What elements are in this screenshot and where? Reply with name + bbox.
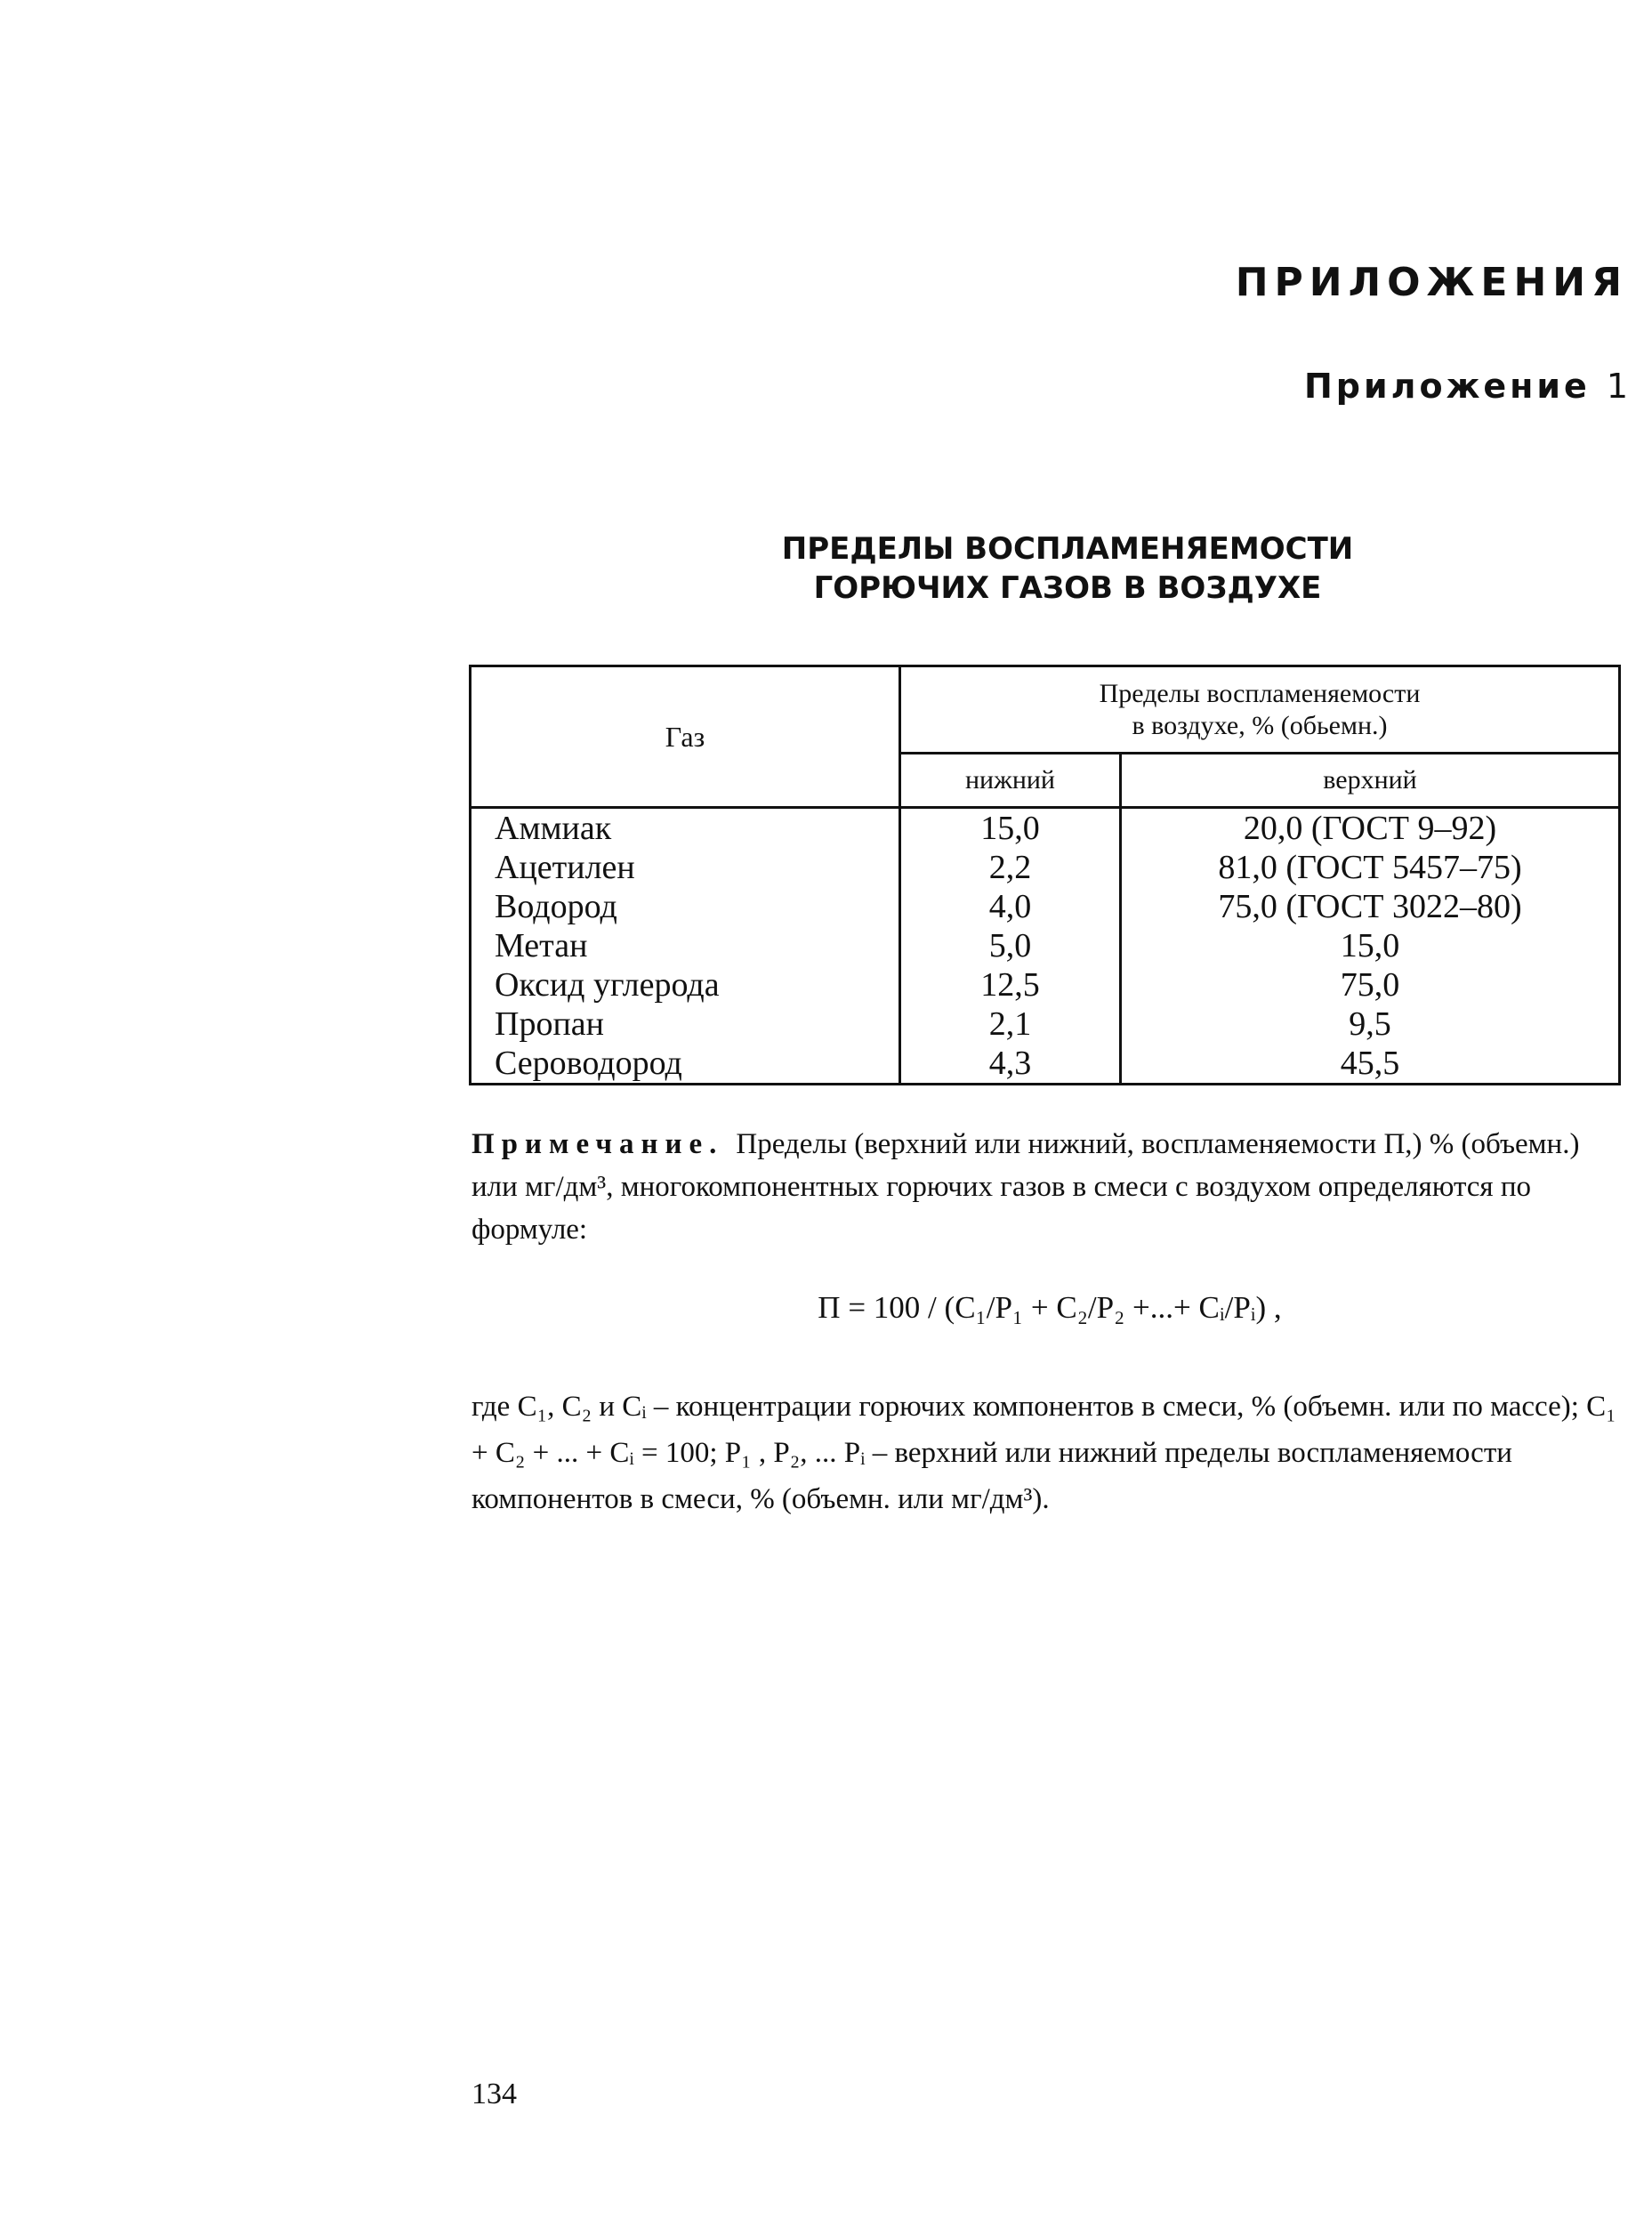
upper-limit: 9,5	[1121, 1005, 1620, 1044]
gas-name: Сероводород	[471, 1044, 900, 1085]
header-lower: нижний	[900, 754, 1121, 808]
appendix-number: 1	[1606, 367, 1628, 406]
lower-limit: 4,3	[900, 1044, 1121, 1085]
upper-limit: 75,0 (ГОСТ 3022–80)	[1121, 887, 1620, 926]
section-title: ПРИЛОЖЕНИЯ	[1235, 260, 1628, 305]
header-gas: Газ	[471, 666, 900, 808]
lower-limit: 2,1	[900, 1005, 1121, 1044]
table-title	[623, 529, 1512, 608]
header-upper: верхний	[1121, 754, 1620, 808]
note-label: Примечание.	[471, 1128, 724, 1160]
table-row	[471, 1005, 1620, 1044]
table-title-line-2: ГОРЮЧИХ ГАЗОВ В ВОЗДУХЕ	[813, 570, 1322, 606]
gas-name: Оксид углерода	[471, 965, 900, 1005]
upper-limit: 81,0 (ГОСТ 5457–75)	[1121, 848, 1620, 887]
flammability-limits-table	[469, 665, 1621, 1085]
gas-name: Пропан	[471, 1005, 900, 1044]
appendix-label	[1304, 367, 1628, 406]
header-limits-line-1: Пределы воспламеняемости	[1099, 678, 1421, 708]
table-note	[471, 1123, 1628, 1251]
upper-limit: 15,0	[1121, 926, 1620, 965]
lower-limit: 15,0	[900, 808, 1121, 849]
lower-limit: 5,0	[900, 926, 1121, 965]
appendix-word: Приложение	[1304, 367, 1591, 406]
gas-name: Ацетилен	[471, 848, 900, 887]
lower-limit: 2,2	[900, 848, 1121, 887]
lower-limit: 12,5	[900, 965, 1121, 1005]
gas-name: Аммиак	[471, 808, 900, 849]
table-row	[471, 926, 1620, 965]
formula: П = 100 / (C₁/P₁ + C₂/P₂ +...+ Cᵢ/Pᵢ) ,	[818, 1290, 1282, 1325]
table-row	[471, 887, 1620, 926]
note-text: Пределы (верхний или нижний, воспламеняемости П,) % (объемн.) или мг/дм³, многокомпонентных горючих газов в смеси с воздухом определяются по формуле:	[471, 1128, 1580, 1246]
gas-name: Водород	[471, 887, 900, 926]
table-row	[471, 1044, 1620, 1085]
lower-limit: 4,0	[900, 887, 1121, 926]
upper-limit: 75,0	[1121, 965, 1620, 1005]
page-number: 134	[471, 2078, 517, 2110]
formula-explanation: где C₁, C₂ и Cᵢ – концентрации горючих компонентов в смеси, % (объемн. или по массе); C₁ + C₂ + ... + Cᵢ = 100; P₁ , P₂, ... Pᵢ – верхний или нижний пределы воспламеняемости компонентов в смеси, % (объемн. или мг/дм³).	[471, 1391, 1616, 1515]
upper-limit: 45,5	[1121, 1044, 1620, 1085]
upper-limit: 20,0 (ГОСТ 9–92)	[1121, 808, 1620, 849]
header-limits	[900, 666, 1620, 754]
table-title-line-1: ПРЕДЕЛЫ ВОСПЛАМЕНЯЕМОСТИ	[781, 531, 1354, 567]
gas-name: Метан	[471, 926, 900, 965]
header-limits-line-2: в воздухе, % (обьемн.)	[1132, 710, 1388, 740]
table-row	[471, 808, 1620, 849]
table-row	[471, 965, 1620, 1005]
table-row	[471, 848, 1620, 887]
